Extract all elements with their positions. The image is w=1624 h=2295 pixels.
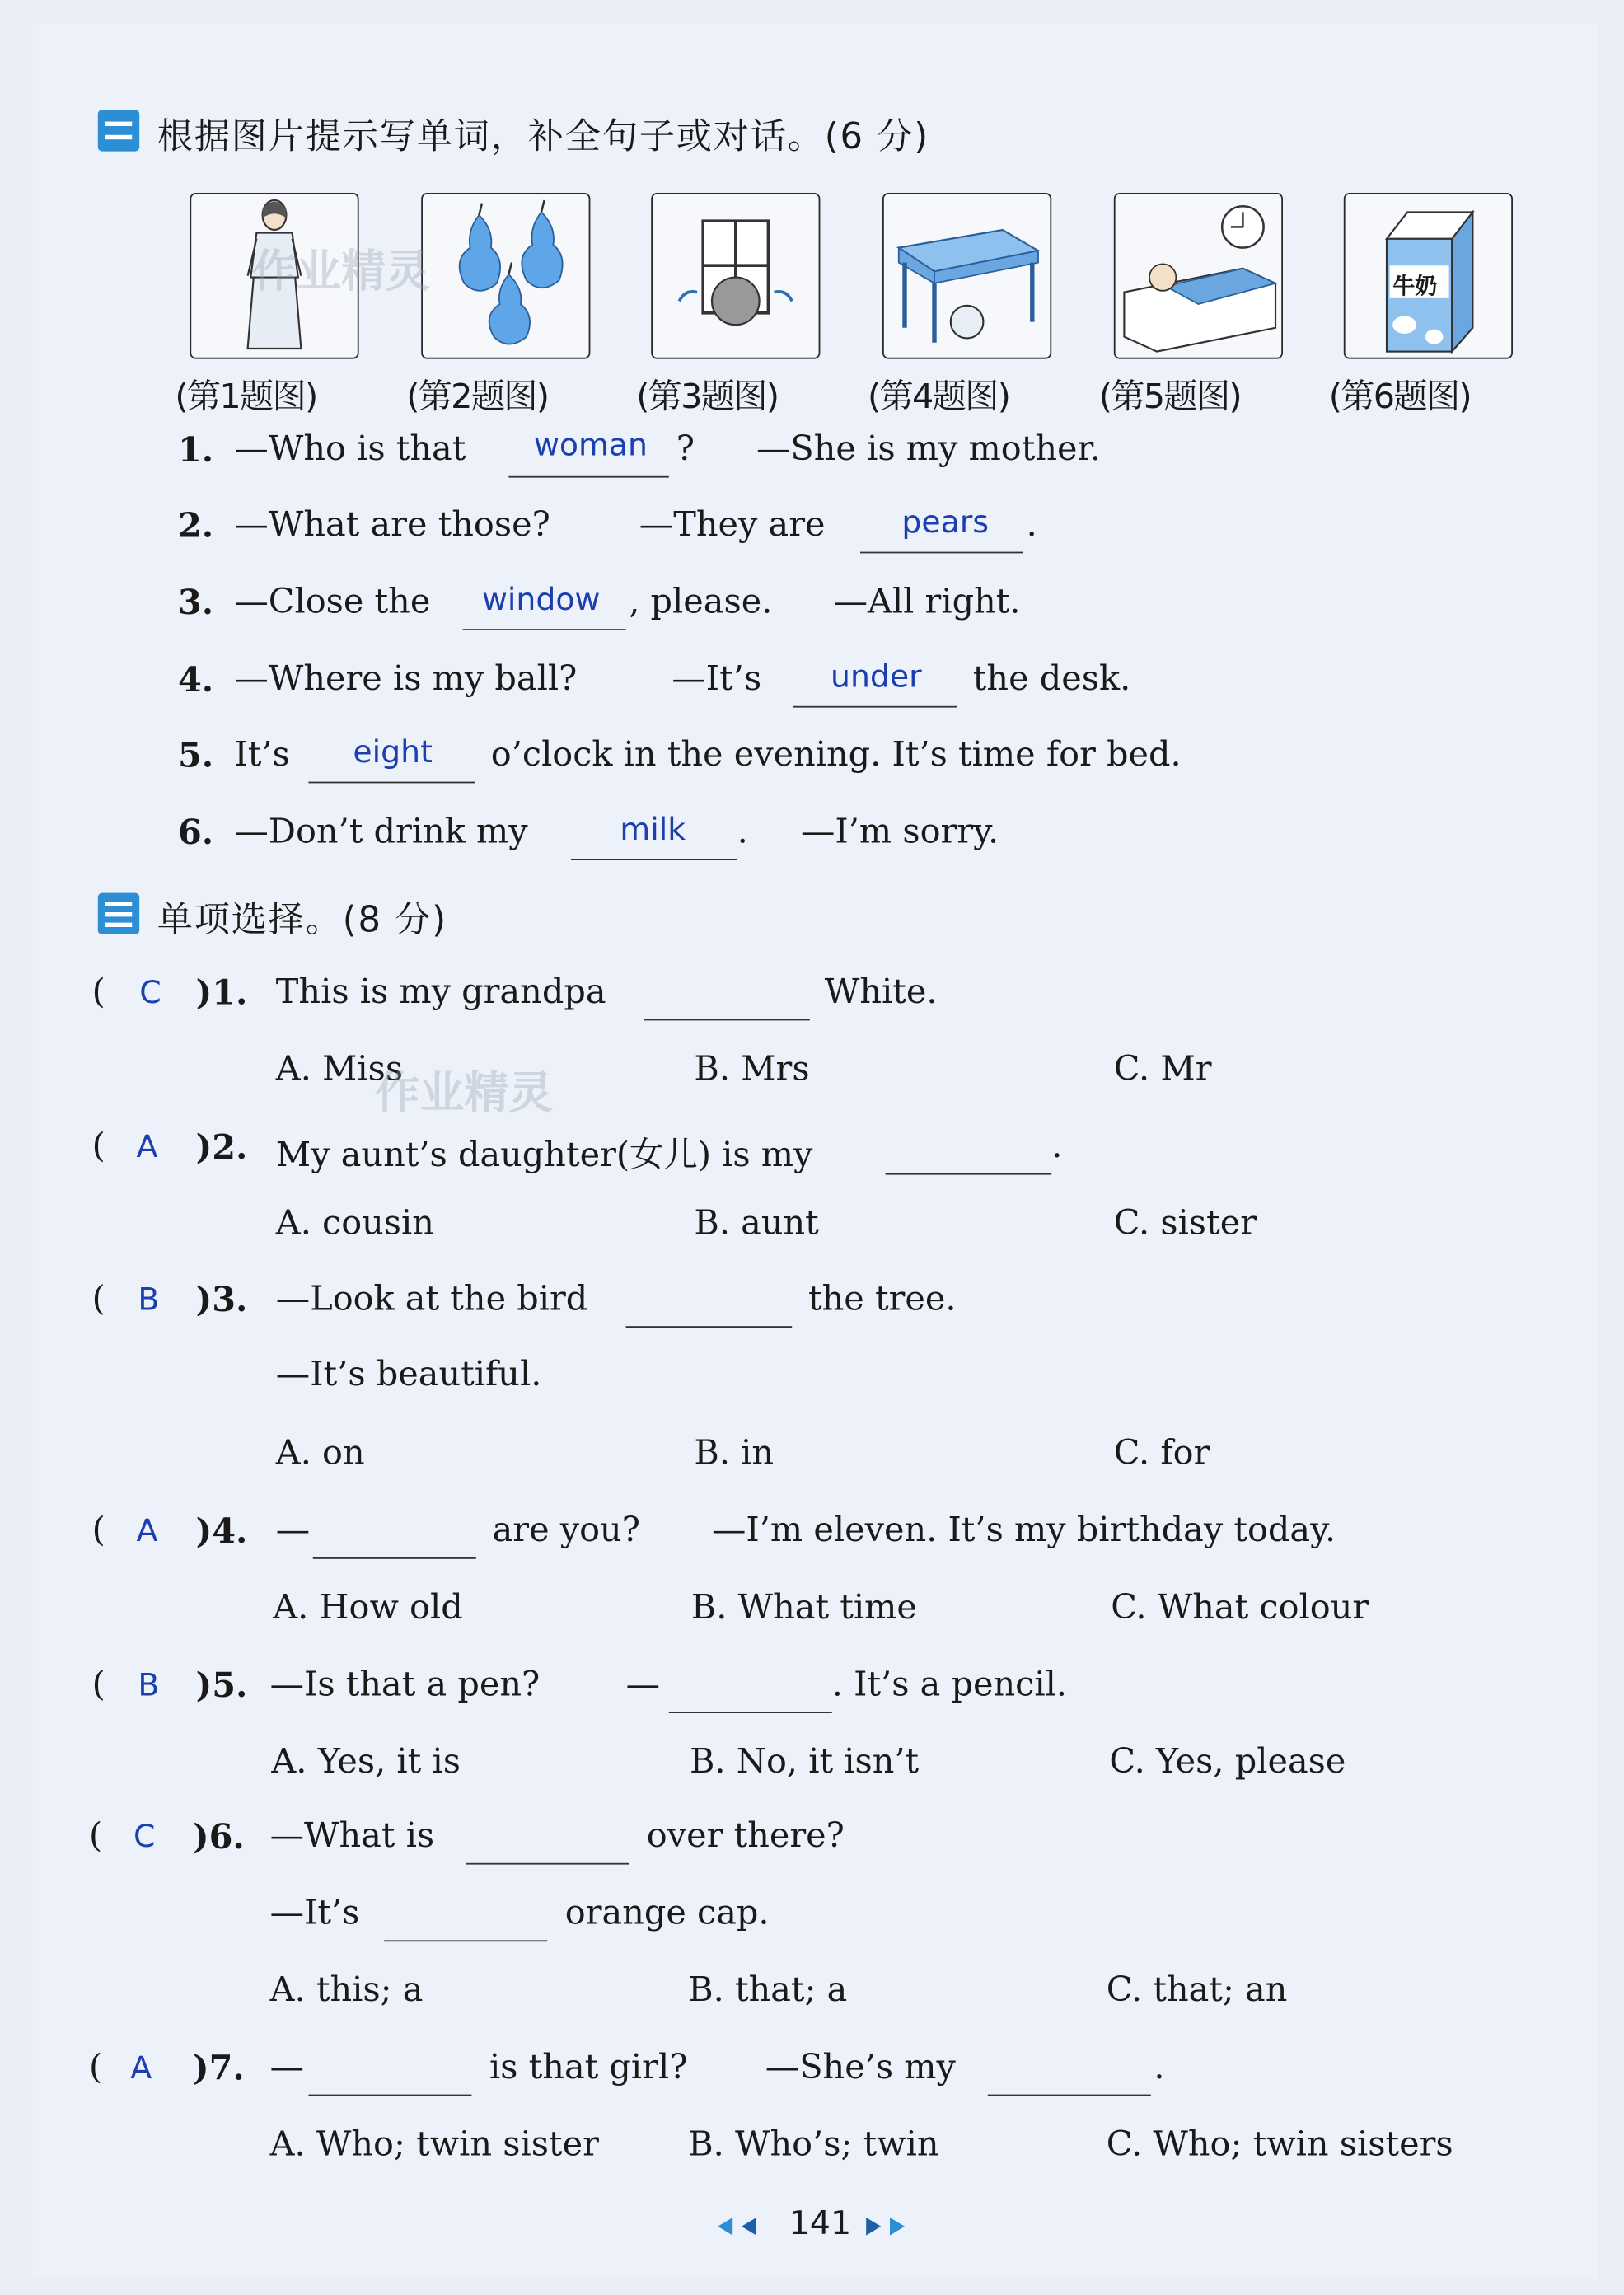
question-stem: are you? xyxy=(492,1511,640,1550)
question-stem: the tree. xyxy=(808,1280,957,1319)
question-number: )6. xyxy=(193,1817,245,1857)
question-reply: —I’m eleven. It’s my birthday today. xyxy=(712,1511,1336,1550)
item-text: , please. xyxy=(629,583,773,622)
paren-open: ( xyxy=(91,972,105,1012)
item-text: . xyxy=(1026,505,1037,545)
option-c[interactable]: C. for xyxy=(1113,1434,1210,1473)
option-c[interactable]: C. Who; twin sisters xyxy=(1106,2125,1453,2165)
question-reply: orange cap. xyxy=(564,1894,770,1933)
option-c[interactable]: C. Yes, please xyxy=(1109,1743,1346,1782)
option-a[interactable]: A. How old xyxy=(273,1588,463,1628)
question-stem: over there? xyxy=(646,1817,845,1856)
question-number: )5. xyxy=(195,1665,248,1706)
page-prev-icon xyxy=(718,2218,732,2236)
section-3-badge xyxy=(98,893,139,934)
item-number: 3. xyxy=(178,583,214,623)
handwritten-answer: A xyxy=(136,1128,158,1164)
option-b[interactable]: B. in xyxy=(694,1434,775,1473)
option-a[interactable]: A. this; a xyxy=(269,1971,424,2010)
question-stem: —Look at the bird xyxy=(275,1280,588,1319)
handwritten-answer: C xyxy=(139,974,161,1010)
handwritten-answer: window xyxy=(482,581,601,617)
answer-blank[interactable] xyxy=(384,1940,547,1941)
handwritten-answer: pears xyxy=(901,504,990,541)
item-text: —Who is that xyxy=(234,430,466,469)
item-number: 1. xyxy=(178,430,214,471)
item-text: —They are xyxy=(639,505,826,545)
paren-open: ( xyxy=(91,1127,105,1166)
answer-blank[interactable] xyxy=(571,859,737,860)
item-text: . xyxy=(737,813,748,852)
answer-blank[interactable] xyxy=(508,476,668,478)
paren-open: ( xyxy=(91,1665,105,1705)
item-reply: —She is my mother. xyxy=(756,430,1101,469)
question-reply: —It’s beautiful. xyxy=(275,1356,542,1394)
item-text: —Where is my ball? xyxy=(234,660,578,699)
item-text: —Don’t drink my xyxy=(234,813,528,852)
caption-6: (第6题图) xyxy=(1328,378,1471,417)
handwritten-answer: A xyxy=(130,2049,152,2086)
question-stem: White. xyxy=(824,972,938,1012)
item-number: 4. xyxy=(178,660,214,700)
answer-blank[interactable] xyxy=(466,1863,629,1865)
item-text: It’s xyxy=(234,735,290,775)
question-number: )1. xyxy=(195,972,248,1014)
option-b[interactable]: B. No, it isn’t xyxy=(690,1743,920,1782)
handwritten-answer: B xyxy=(138,1667,160,1703)
item-text: ? xyxy=(676,430,695,469)
answer-blank[interactable] xyxy=(988,2095,1151,2096)
question-stem: . xyxy=(1051,1127,1063,1166)
page-next-icon xyxy=(890,2218,905,2236)
handwritten-answer: B xyxy=(138,1281,160,1318)
question-number: )3. xyxy=(195,1280,248,1320)
watermark: 作业精灵 xyxy=(252,246,430,298)
paren-open: ( xyxy=(89,1817,103,1856)
section-2-badge xyxy=(98,110,139,151)
handwritten-answer: C xyxy=(133,1818,156,1854)
option-c[interactable]: C. sister xyxy=(1113,1204,1257,1244)
option-a[interactable]: A. cousin xyxy=(275,1204,434,1244)
item-text: the desk. xyxy=(972,660,1131,699)
answer-blank[interactable] xyxy=(463,629,626,630)
answer-blank[interactable] xyxy=(308,782,475,784)
item-number: 2. xyxy=(178,505,214,546)
caption-3: (第3题图) xyxy=(636,378,779,417)
handwritten-answer: woman xyxy=(534,427,648,463)
item-text: —Close the xyxy=(234,583,431,622)
option-c[interactable]: C. Mr xyxy=(1113,1050,1212,1089)
question-number: )4. xyxy=(195,1511,248,1552)
question-stem: is that girl? xyxy=(489,2048,688,2087)
paren-open: ( xyxy=(91,1280,105,1319)
question-number: )2. xyxy=(195,1127,248,1168)
question-reply: —It’s xyxy=(269,1894,360,1933)
option-a[interactable]: A. Who; twin sister xyxy=(269,2125,599,2165)
handwritten-answer: A xyxy=(136,1513,158,1549)
item-reply: —I’m sorry. xyxy=(801,813,999,852)
option-a[interactable]: A. Miss xyxy=(275,1050,404,1089)
question-stem: — xyxy=(625,1665,660,1705)
bed-clock-icon xyxy=(1114,193,1283,359)
page-prev-icon xyxy=(742,2218,756,2236)
option-c[interactable]: C. What colour xyxy=(1111,1588,1369,1628)
answer-blank[interactable] xyxy=(644,1019,810,1021)
question-stem: . It’s a pencil. xyxy=(831,1665,1068,1705)
section-3-title: 单项选择。(8 分) xyxy=(157,898,447,941)
answer-blank[interactable] xyxy=(860,552,1023,554)
question-stem: — xyxy=(275,1511,311,1550)
option-a[interactable]: A. on xyxy=(275,1434,365,1473)
item-text: —What are those? xyxy=(234,505,550,545)
option-b[interactable]: B. Mrs xyxy=(694,1050,810,1089)
question-stem: —Is that a pen? xyxy=(269,1665,541,1705)
section-2-title: 根据图片提示写单词，补全句子或对话。(6 分) xyxy=(157,115,929,157)
item-reply: —All right. xyxy=(833,583,1021,622)
pears-icon xyxy=(421,193,590,359)
item-number: 6. xyxy=(178,813,214,853)
question-stem: My aunt’s daughter(女儿) is my xyxy=(275,1136,813,1175)
option-b[interactable]: B. aunt xyxy=(694,1204,819,1244)
desk-ball-icon xyxy=(882,193,1051,359)
question-stem: —What is xyxy=(269,1817,435,1856)
caption-2: (第2题图) xyxy=(406,378,549,417)
answer-blank[interactable] xyxy=(626,1326,793,1328)
handwritten-answer: eight xyxy=(353,734,433,770)
milk-carton-icon xyxy=(1344,193,1513,359)
watermark: 作业精灵 xyxy=(375,1068,554,1120)
worksheet-paper xyxy=(33,24,1598,2279)
option-b[interactable]: B. that; a xyxy=(688,1971,848,2010)
question-number: )7. xyxy=(193,2048,245,2089)
option-a[interactable]: A. Yes, it is xyxy=(271,1743,461,1782)
option-b[interactable]: B. What time xyxy=(690,1588,917,1628)
caption-4: (第4题图) xyxy=(868,378,1010,417)
option-b[interactable]: B. Who’s; twin xyxy=(688,2125,939,2165)
paren-open: ( xyxy=(91,1511,105,1550)
answer-blank[interactable] xyxy=(669,1712,832,1713)
answer-blank[interactable] xyxy=(313,1557,476,1559)
milk-label: 牛奶 xyxy=(1392,273,1438,300)
caption-5: (第5题图) xyxy=(1098,378,1241,417)
question-stem: This is my grandpa xyxy=(275,972,606,1012)
paren-open: ( xyxy=(89,2048,103,2087)
handwritten-answer: milk xyxy=(620,811,686,847)
answer-blank[interactable] xyxy=(886,1173,1052,1175)
question-reply: —She’s my xyxy=(765,2048,956,2087)
question-stem: . xyxy=(1154,2048,1165,2087)
item-number: 5. xyxy=(178,735,214,776)
item-text: —It’s xyxy=(672,660,762,699)
answer-blank[interactable] xyxy=(308,2095,471,2096)
handwritten-answer: under xyxy=(831,658,922,695)
option-c[interactable]: C. that; an xyxy=(1106,1971,1288,2010)
caption-1: (第1题图) xyxy=(175,378,317,417)
page-number: 141 xyxy=(789,2205,852,2243)
item-text: o’clock in the evening. It’s time for bed. xyxy=(490,735,1182,775)
answer-blank[interactable] xyxy=(793,706,957,708)
page-next-icon xyxy=(866,2218,881,2236)
window-icon xyxy=(651,193,820,359)
question-stem: — xyxy=(269,2048,304,2087)
